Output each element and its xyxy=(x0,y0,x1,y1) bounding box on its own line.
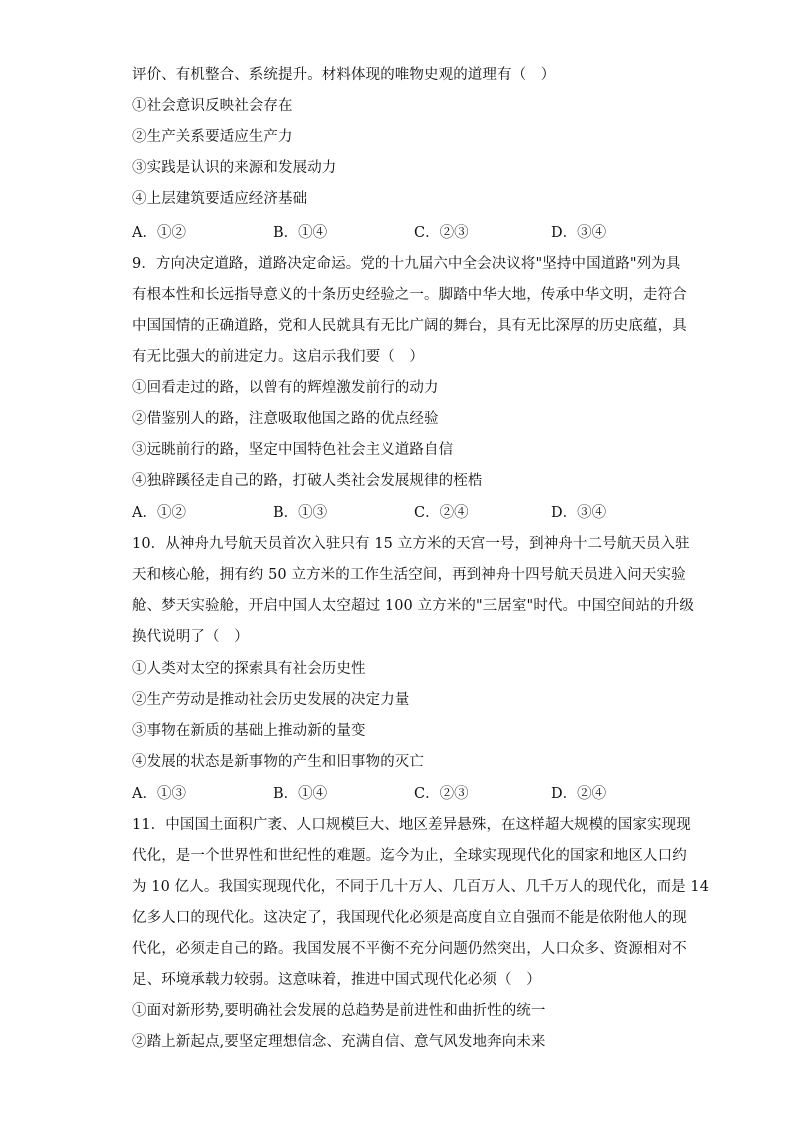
q8-option-4: ④上层建筑要适应经济基础 xyxy=(132,191,308,207)
q8-option-3: ③实践是认识的来源和发展动力 xyxy=(132,160,337,176)
q10-option-1: ①人类对太空的探索具有社会历史性 xyxy=(132,661,366,677)
q9-choice-d[interactable]: D．③④ xyxy=(551,505,607,521)
q11-stem-line-1: 11．中国国土面积广袤、人口规模巨大、地区差异悬殊，在这样超大规模的国家实现现 xyxy=(132,817,691,833)
q10-stem-line-1: 10．从神舟九号航天员首次入驻只有 15 立方米的天宫一号，到神舟十二号航天员入驻 xyxy=(132,536,690,552)
q9-choice-c[interactable]: C．②④ xyxy=(414,505,469,521)
q11-stem-line-5: 代化，必须走自己的路。我国发展不平衡不充分问题仍然突出，人口众多、资源相对不 xyxy=(132,941,687,957)
q11-stem-line-3: 为 10 亿人。我国实现现代化，不同于几十万人、几百万人、几千万人的现代化，而是 14 xyxy=(132,879,710,895)
q10-choices xyxy=(132,785,692,803)
q8-choices xyxy=(132,224,692,242)
q9-choice-a[interactable]: A．①② xyxy=(132,505,186,521)
q10-stem-line-3: 舱、梦天实验舱，开启中国人太空超过 100 立方米的"三居室"时代。中国空间站的升级 xyxy=(132,598,694,614)
q9-option-3: ③远眺前行的路，坚定中国特色社会主义道路自信 xyxy=(132,442,454,458)
q10-stem-line-4: 换代说明了（ ） xyxy=(132,629,249,645)
q9-option-1: ①回看走过的路，以曾有的辉煌激发前行的动力 xyxy=(132,380,439,396)
q10-choice-d[interactable]: D．②④ xyxy=(551,786,607,802)
q9-choice-b[interactable]: B．①③ xyxy=(273,505,328,521)
q10-option-4: ④发展的状态是新事物的产生和旧事物的灭亡 xyxy=(132,754,424,770)
q10-option-3: ③事物在新质的基础上推动新的量变 xyxy=(132,723,366,739)
q11-stem-line-2: 代化，是一个世界性和世纪性的难题。迄今为止，全球实现现代化的国家和地区人口约 xyxy=(132,848,687,864)
q9-option-2: ②借鉴别人的路，注意吸取他国之路的优点经验 xyxy=(132,411,439,427)
q8-option-2: ②生产关系要适应生产力 xyxy=(132,129,293,145)
q10-stem-line-2: 天和核心舱，拥有约 50 立方米的工作生活空间，再到神舟十四号航天员进入问天实验 xyxy=(132,567,686,583)
q8-option-1: ①社会意识反映社会存在 xyxy=(132,98,293,114)
q8-choice-a[interactable]: A．①② xyxy=(132,225,186,241)
q10-choice-c[interactable]: C．②③ xyxy=(414,786,469,802)
q9-stem-line-2: 有根本性和长远指导意义的十条历史经验之一。脚踏中华大地，传承中华文明，走符合 xyxy=(132,287,687,303)
q9-stem-line-3: 中国国情的正确道路，党和人民就具有无比广阔的舞台，具有无比深厚的历史底蕴，具 xyxy=(132,318,687,334)
q9-option-4: ④独辟蹊径走自己的路，打破人类社会发展规律的桎梏 xyxy=(132,473,483,489)
q11-option-1: ①面对新形势,要明确社会发展的总趋势是前进性和曲折性的统一 xyxy=(132,1003,546,1019)
q8-choice-b[interactable]: B．①④ xyxy=(273,225,328,241)
q8-choice-d[interactable]: D．③④ xyxy=(551,225,607,241)
q10-choice-b[interactable]: B．①④ xyxy=(273,786,328,802)
q9-choices xyxy=(132,504,692,522)
q11-option-2: ②踏上新起点,要坚定理想信念、充满自信、意气风发地奔向未来 xyxy=(132,1034,546,1050)
q8-stem-tail: 评价、有机整合、系统提升。材料体现的唯物史观的道理有（ ） xyxy=(132,67,556,83)
q9-stem-line-1: 9．方向决定道路，道路决定命运。党的十九届六中全会决议将"坚持中国道路"列为具 xyxy=(132,256,681,272)
q9-stem-line-4: 有无比强大的前进定力。这启示我们要（ ） xyxy=(132,349,424,365)
q11-stem-line-6: 足、环境承载力较弱。这意味着，推进中国式现代化必须（ ） xyxy=(132,972,541,988)
q11-stem-line-4: 亿多人口的现代化。这决定了，我国现代化必须是高度自立自强而不能是依附他人的现 xyxy=(132,910,687,926)
q8-choice-c[interactable]: C．②③ xyxy=(414,225,469,241)
q10-option-2: ②生产劳动是推动社会历史发展的决定力量 xyxy=(132,692,410,708)
q10-choice-a[interactable]: A．①③ xyxy=(132,786,186,802)
